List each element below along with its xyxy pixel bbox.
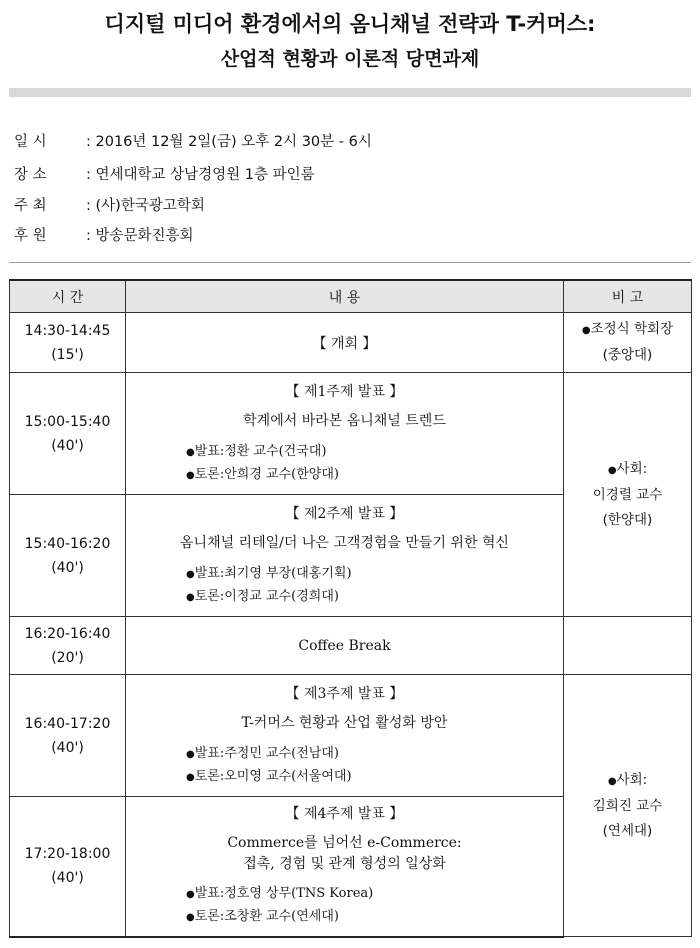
bullet-icon: ● — [186, 591, 195, 603]
table-row — [10, 373, 692, 495]
schedule-table — [9, 279, 692, 938]
time-cell: 16:20-16:40 (20') — [10, 617, 126, 675]
time-cell: 15:00-15:40 (40') — [10, 373, 126, 495]
info-host — [14, 194, 205, 215]
content-cell: 【 제1주제 발표 】 학계에서 바라본 옴니채널 트렌드 ●발표:정환 교수(건국대) ●토론:안희경 교수(한양대) — [126, 373, 564, 495]
info-value: : 2016년 12월 2일(금) 오후 2시 30분 - 6시 — [86, 134, 372, 150]
content-cell: Coffee Break — [126, 617, 564, 675]
table-row — [10, 675, 692, 797]
bullet-icon: ● — [186, 568, 195, 580]
note-cell: ●조정식 학회장 (중앙대) — [564, 313, 692, 373]
info-label: 후 원 — [14, 228, 47, 244]
table-row — [10, 617, 692, 675]
bullet-icon: ● — [186, 446, 195, 458]
info-value: : 연세대학교 상남경영원 1층 파인룸 — [86, 167, 315, 183]
bullet-icon: ● — [186, 889, 195, 901]
time-cell: 17:20-18:00 (40') — [10, 797, 126, 937]
content-cell: 【 제3주제 발표 】 T-커머스 현황과 산업 활성화 방안 ●발표:주정민 교수(전남대) ●토론:오미영 교수(서울여대) — [126, 675, 564, 797]
note-cell: ●사회: 이경렬 교수 (한양대) — [564, 373, 692, 617]
header-note: 비 고 — [564, 280, 692, 313]
time-cell: 14:30-14:45 (15') — [10, 313, 126, 373]
info-place — [14, 163, 315, 184]
info-value: : (사)한국광고학회 — [86, 198, 205, 214]
bullet-icon: ● — [607, 464, 617, 476]
time-cell: 15:40-16:20 (40') — [10, 495, 126, 617]
table-header-row — [10, 280, 692, 313]
page-subtitle: 산업적 현황과 이론적 당면과제 — [220, 48, 480, 70]
content-cell: 【 제4주제 발표 】 Commerce를 넘어선 e-Commerce: 접촉, 경험 및 관계 형성의 일상화 ●발표:정호영 상무(TNS Korea) ●토론:조창환 교수(연세대) — [126, 797, 564, 937]
bullet-icon: ● — [186, 771, 195, 783]
header-content: 내 용 — [126, 280, 564, 313]
bullet-icon: ● — [186, 469, 195, 481]
bullet-icon: ● — [186, 748, 195, 760]
bullet-icon: ● — [186, 912, 195, 924]
title-divider — [9, 88, 691, 97]
info-label: 주 최 — [14, 198, 47, 214]
note-cell: ●사회: 김희진 교수 (연세대) — [564, 675, 692, 937]
info-value: : 방송문화진흥회 — [86, 228, 194, 244]
info-date — [14, 130, 372, 151]
page-title: 디지털 미디어 환경에서의 옴니채널 전략과 T-커머스: — [104, 12, 596, 36]
content-cell: 【 개회 】 — [126, 313, 564, 373]
info-label: 장 소 — [14, 167, 47, 183]
info-divider — [9, 262, 691, 263]
content-cell: 【 제2주제 발표 】 옴니채널 리테일/더 나은 고객경험을 만들기 위한 혁신 ●발표:최기영 부장(대홍기획) ●토론:이정교 교수(경희대) — [126, 495, 564, 617]
bullet-icon: ● — [581, 325, 591, 336]
header-time: 시 간 — [10, 280, 126, 313]
time-cell: 16:40-17:20 (40') — [10, 675, 126, 797]
info-sponsor — [14, 224, 194, 245]
info-label: 일 시 — [14, 134, 47, 150]
table-row — [10, 313, 692, 373]
note-cell — [564, 617, 692, 675]
bullet-icon: ● — [607, 775, 617, 787]
